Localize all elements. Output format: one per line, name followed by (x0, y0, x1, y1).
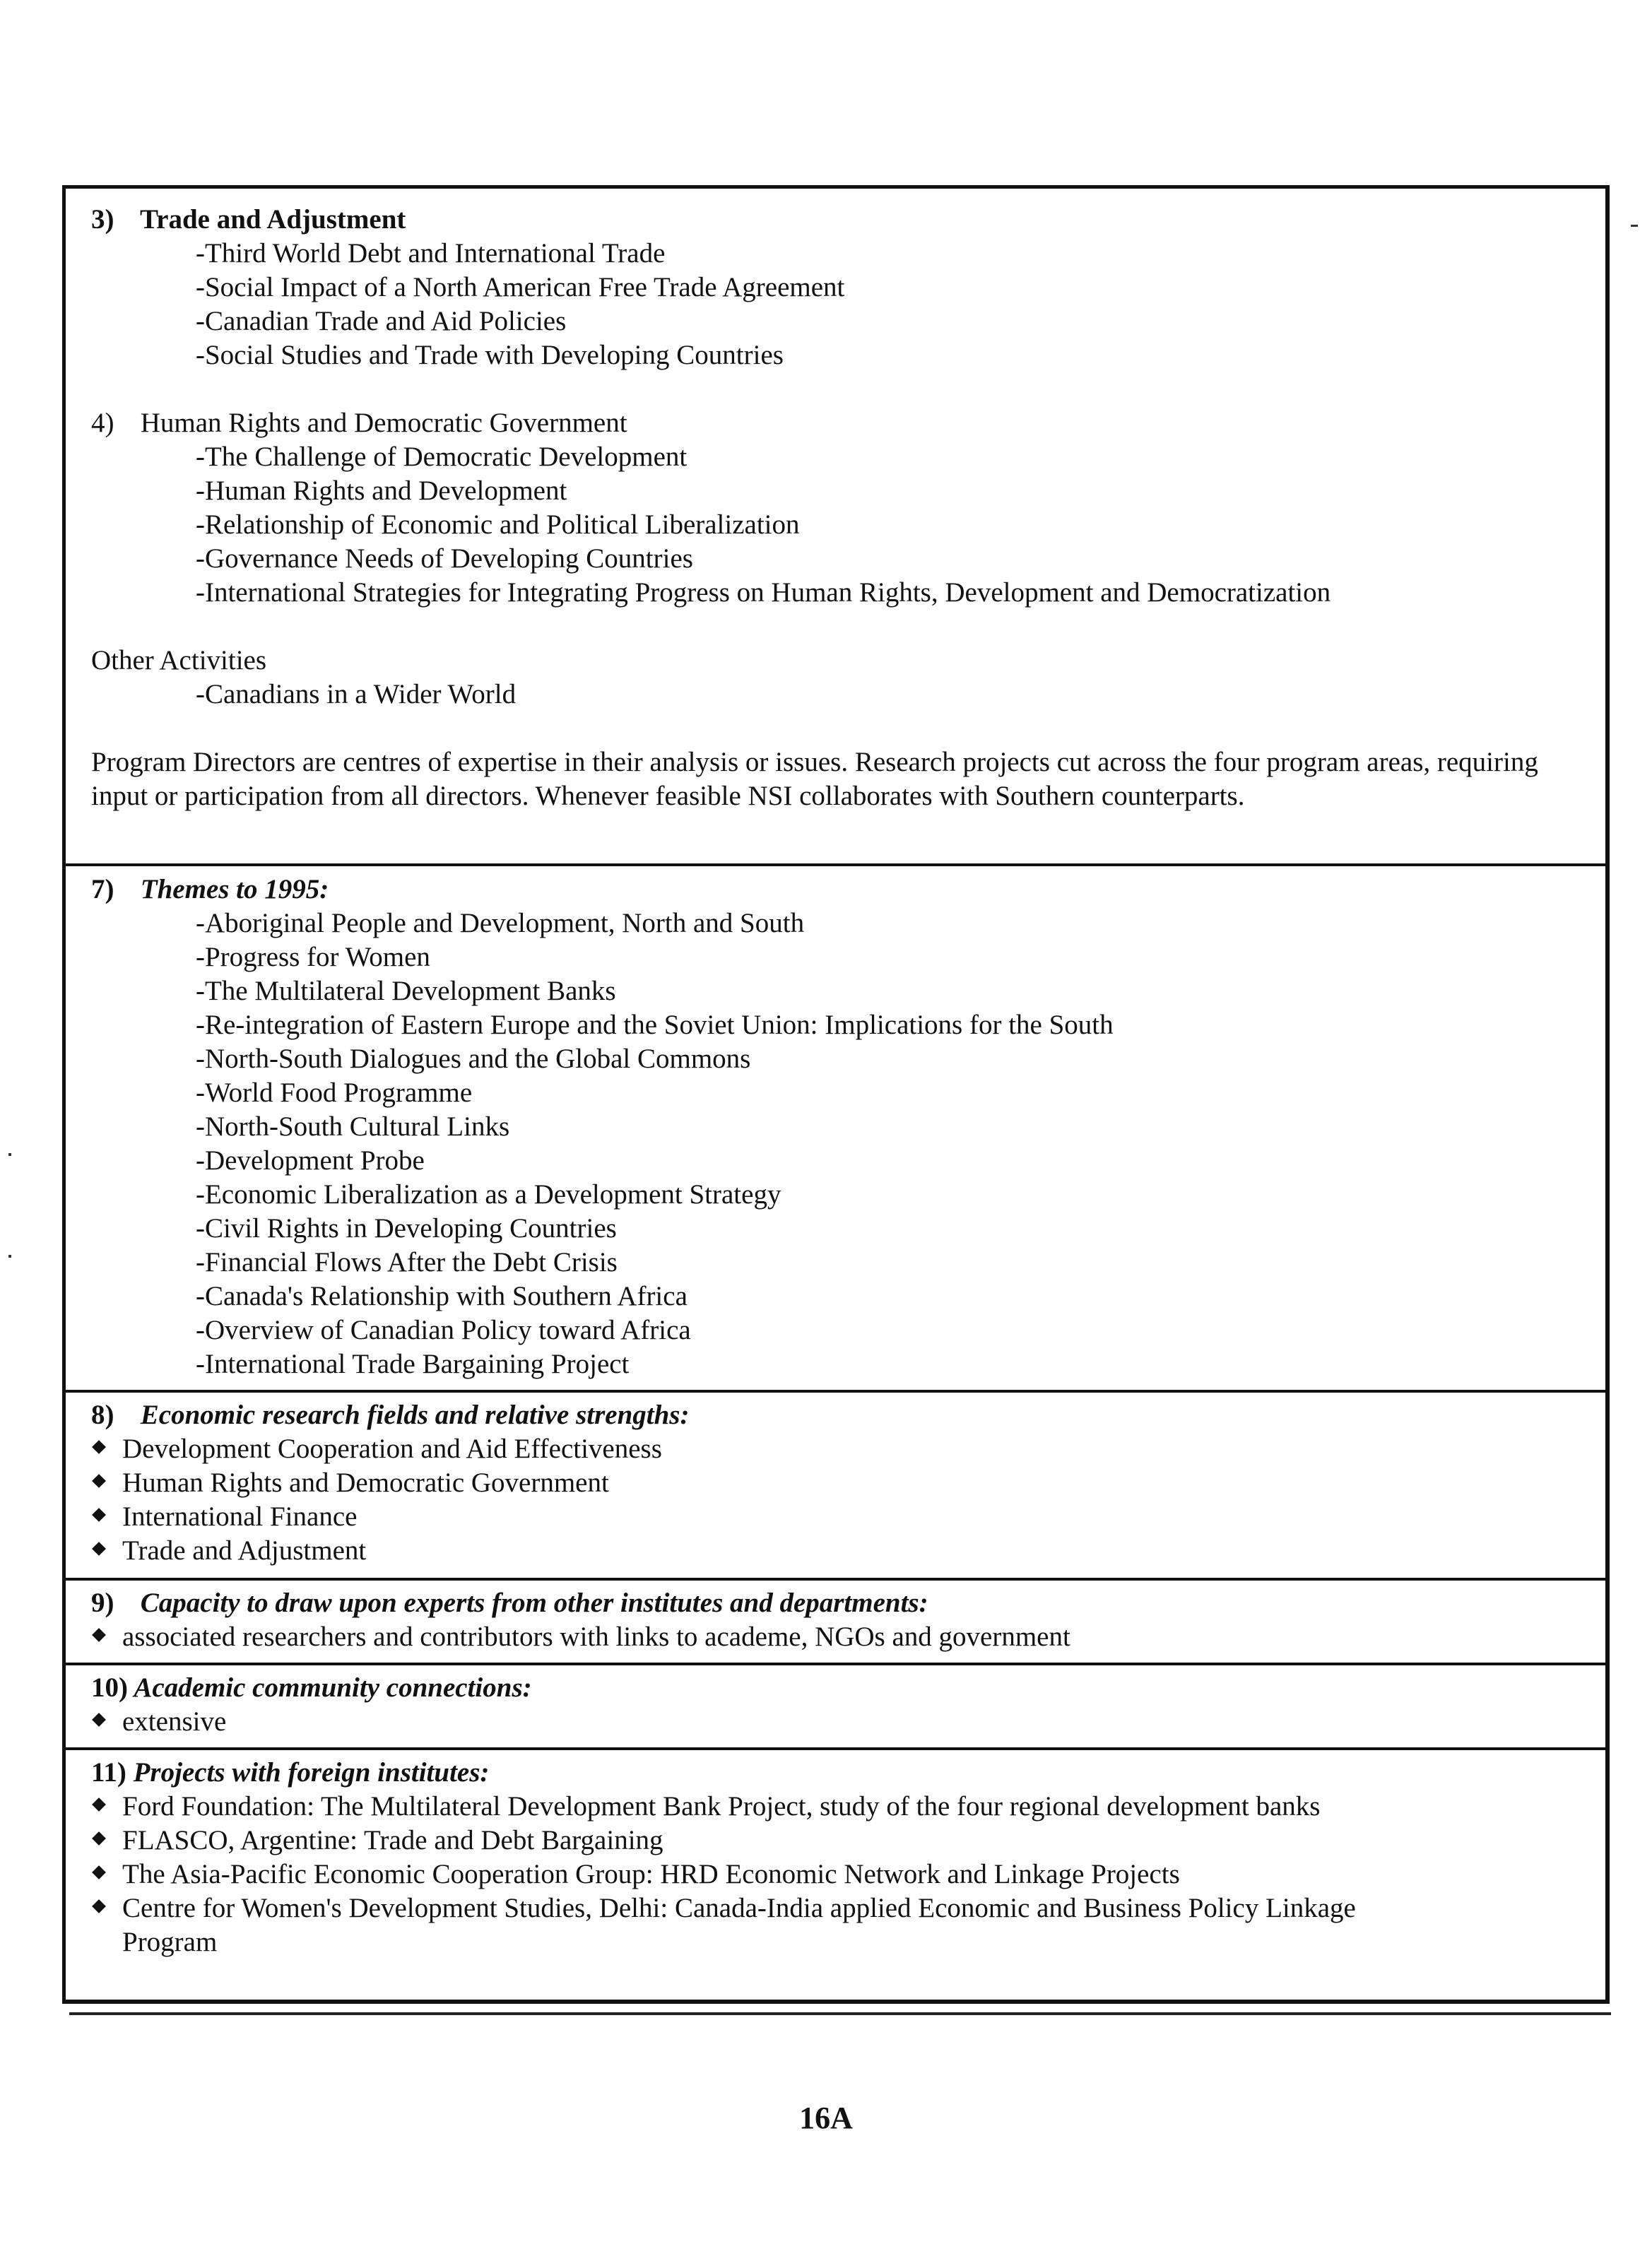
section-title: Trade and Adjustment (140, 204, 406, 235)
section-capacity-heading (91, 1586, 1584, 1620)
list-item: -North-South Cultural Links (196, 1111, 510, 1142)
bullet-text: The Asia-Pacific Economic Cooperation Group: HRD Economic Network and Linkage Projects (122, 1859, 1180, 1889)
section-divider (66, 1663, 1605, 1665)
list-item: -World Food Programme (196, 1078, 473, 1108)
list-item: -Social Impact of a North American Free Trade Agreement (196, 272, 845, 302)
block-program-areas (66, 203, 1605, 813)
section-divider (66, 1390, 1605, 1393)
list-item: -Governance Needs of Developing Countries (196, 543, 693, 574)
section-other-heading: Other Activities (91, 645, 267, 675)
section-number: 3) (91, 204, 114, 235)
section-rights-heading (91, 406, 1584, 440)
bullet-continuation: Program (122, 1927, 218, 1957)
block-academic (66, 1671, 1605, 1739)
block-economic (66, 1398, 1605, 1568)
list-item: -Progress for Women (196, 942, 430, 972)
list-item: -The Challenge of Democratic Development (196, 442, 688, 472)
bullet-item (91, 1705, 1584, 1739)
section-number: 9) (91, 1588, 114, 1618)
bullet-icon (92, 1508, 106, 1522)
bullet-text: Trade and Adjustment (122, 1535, 367, 1566)
bullet-icon (92, 1474, 106, 1488)
list-item: -International Strategies for Integrating Progress on Human Rights, Development and Democratization (196, 577, 1331, 608)
bullet-item (91, 1432, 1584, 1466)
bullet-item (91, 1891, 1584, 1925)
list-item: -Development Probe (196, 1145, 425, 1176)
section-economic-heading (91, 1398, 1584, 1432)
bullet-item (91, 1466, 1584, 1500)
list-item: -Civil Rights in Developing Countries (196, 1213, 617, 1244)
bullet-item (91, 1620, 1584, 1654)
bullet-text: Development Cooperation and Aid Effectiveness (122, 1434, 662, 1464)
page-number: 16A (799, 2101, 853, 2135)
bullet-text: International Finance (122, 1501, 358, 1532)
list-item: -Financial Flows After the Debt Crisis (196, 1247, 618, 1277)
bullet-text: Ford Foundation: The Multilateral Development Bank Project, study of the four regional development banks (122, 1791, 1321, 1822)
margin-mark (8, 1153, 11, 1156)
block-themes (66, 873, 1605, 1381)
program-paragraph: Program Directors are centres of expertise in their analysis or issues. Research projects cut across the four program areas, requiring input or participation from all directors. Whenever feasible NSI collaborates with Southern counterparts. (91, 747, 1538, 811)
bullet-text: Centre for Women's Development Studies, Delhi: Canada-India applied Economic and Business Policy Linkage (122, 1893, 1356, 1923)
bullet-item (91, 1534, 1584, 1568)
section-title: Human Rights and Democratic Government (140, 408, 627, 438)
list-item: -International Trade Bargaining Project (196, 1349, 630, 1379)
section-title: Projects with foreign institutes: (133, 1757, 490, 1788)
section-divider (66, 863, 1605, 866)
bullet-icon (92, 1899, 106, 1913)
bullet-text: associated researchers and contributors with links to academe, NGOs and government (122, 1622, 1070, 1652)
section-title: Themes to 1995: (140, 874, 329, 904)
list-item: -Re-integration of Eastern Europe and the Soviet Union: Implications for the South (196, 1010, 1114, 1040)
bullet-icon (92, 1797, 106, 1812)
list-item: -Canadians in a Wider World (196, 679, 517, 709)
section-projects-heading (91, 1756, 1584, 1790)
section-number: 7) (91, 874, 114, 904)
bullet-icon (92, 1831, 106, 1846)
bullet-item (91, 1824, 1584, 1858)
frame-underline (69, 2012, 1611, 2015)
section-number: 10) (91, 1672, 128, 1703)
list-item: -Canadian Trade and Aid Policies (196, 306, 567, 336)
section-title: Capacity to draw upon experts from other institutes and departments: (140, 1588, 928, 1618)
bullet-text: FLASCO, Argentine: Trade and Debt Bargaining (122, 1825, 663, 1855)
margin-mark (1631, 225, 1638, 227)
block-capacity (66, 1586, 1605, 1654)
list-item: -Canada's Relationship with Southern Africa (196, 1281, 688, 1311)
section-academic-heading (91, 1671, 1584, 1705)
bullet-icon (92, 1713, 106, 1727)
section-number: 4) (91, 408, 114, 438)
bullet-icon (92, 1865, 106, 1879)
bullet-icon (92, 1542, 106, 1556)
list-item: -Relationship of Economic and Political Liberalization (196, 509, 800, 540)
section-divider (66, 1578, 1605, 1581)
list-item: -Third World Debt and International Trade (196, 238, 666, 268)
list-item: -Economic Liberalization as a Development Strategy (196, 1179, 781, 1210)
list-item: -Social Studies and Trade with Developing Countries (196, 340, 784, 370)
list-item: -Aboriginal People and Development, North and South (196, 908, 805, 938)
list-item: -Human Rights and Development (196, 476, 567, 506)
section-trade-heading (91, 203, 1584, 237)
section-themes-heading (91, 873, 1584, 907)
section-number: 11) (91, 1757, 126, 1788)
bullet-item (91, 1790, 1584, 1824)
section-title: Economic research fields and relative strengths: (140, 1400, 690, 1430)
block-projects (66, 1756, 1605, 1959)
section-number: 8) (91, 1400, 114, 1430)
margin-mark (8, 1255, 11, 1258)
list-item: -North-South Dialogues and the Global Commons (196, 1044, 751, 1074)
section-title: Academic community connections: (134, 1672, 532, 1703)
bullet-icon (92, 1440, 106, 1454)
list-item: -Overview of Canadian Policy toward Africa (196, 1315, 691, 1345)
bullet-icon (92, 1628, 106, 1642)
bullet-item (91, 1500, 1584, 1534)
section-divider (66, 1747, 1605, 1750)
bullet-item (91, 1858, 1584, 1891)
list-item: -The Multilateral Development Banks (196, 976, 616, 1006)
bullet-text: Human Rights and Democratic Government (122, 1468, 609, 1498)
bullet-text: extensive (122, 1706, 227, 1737)
content-frame (62, 185, 1610, 2004)
